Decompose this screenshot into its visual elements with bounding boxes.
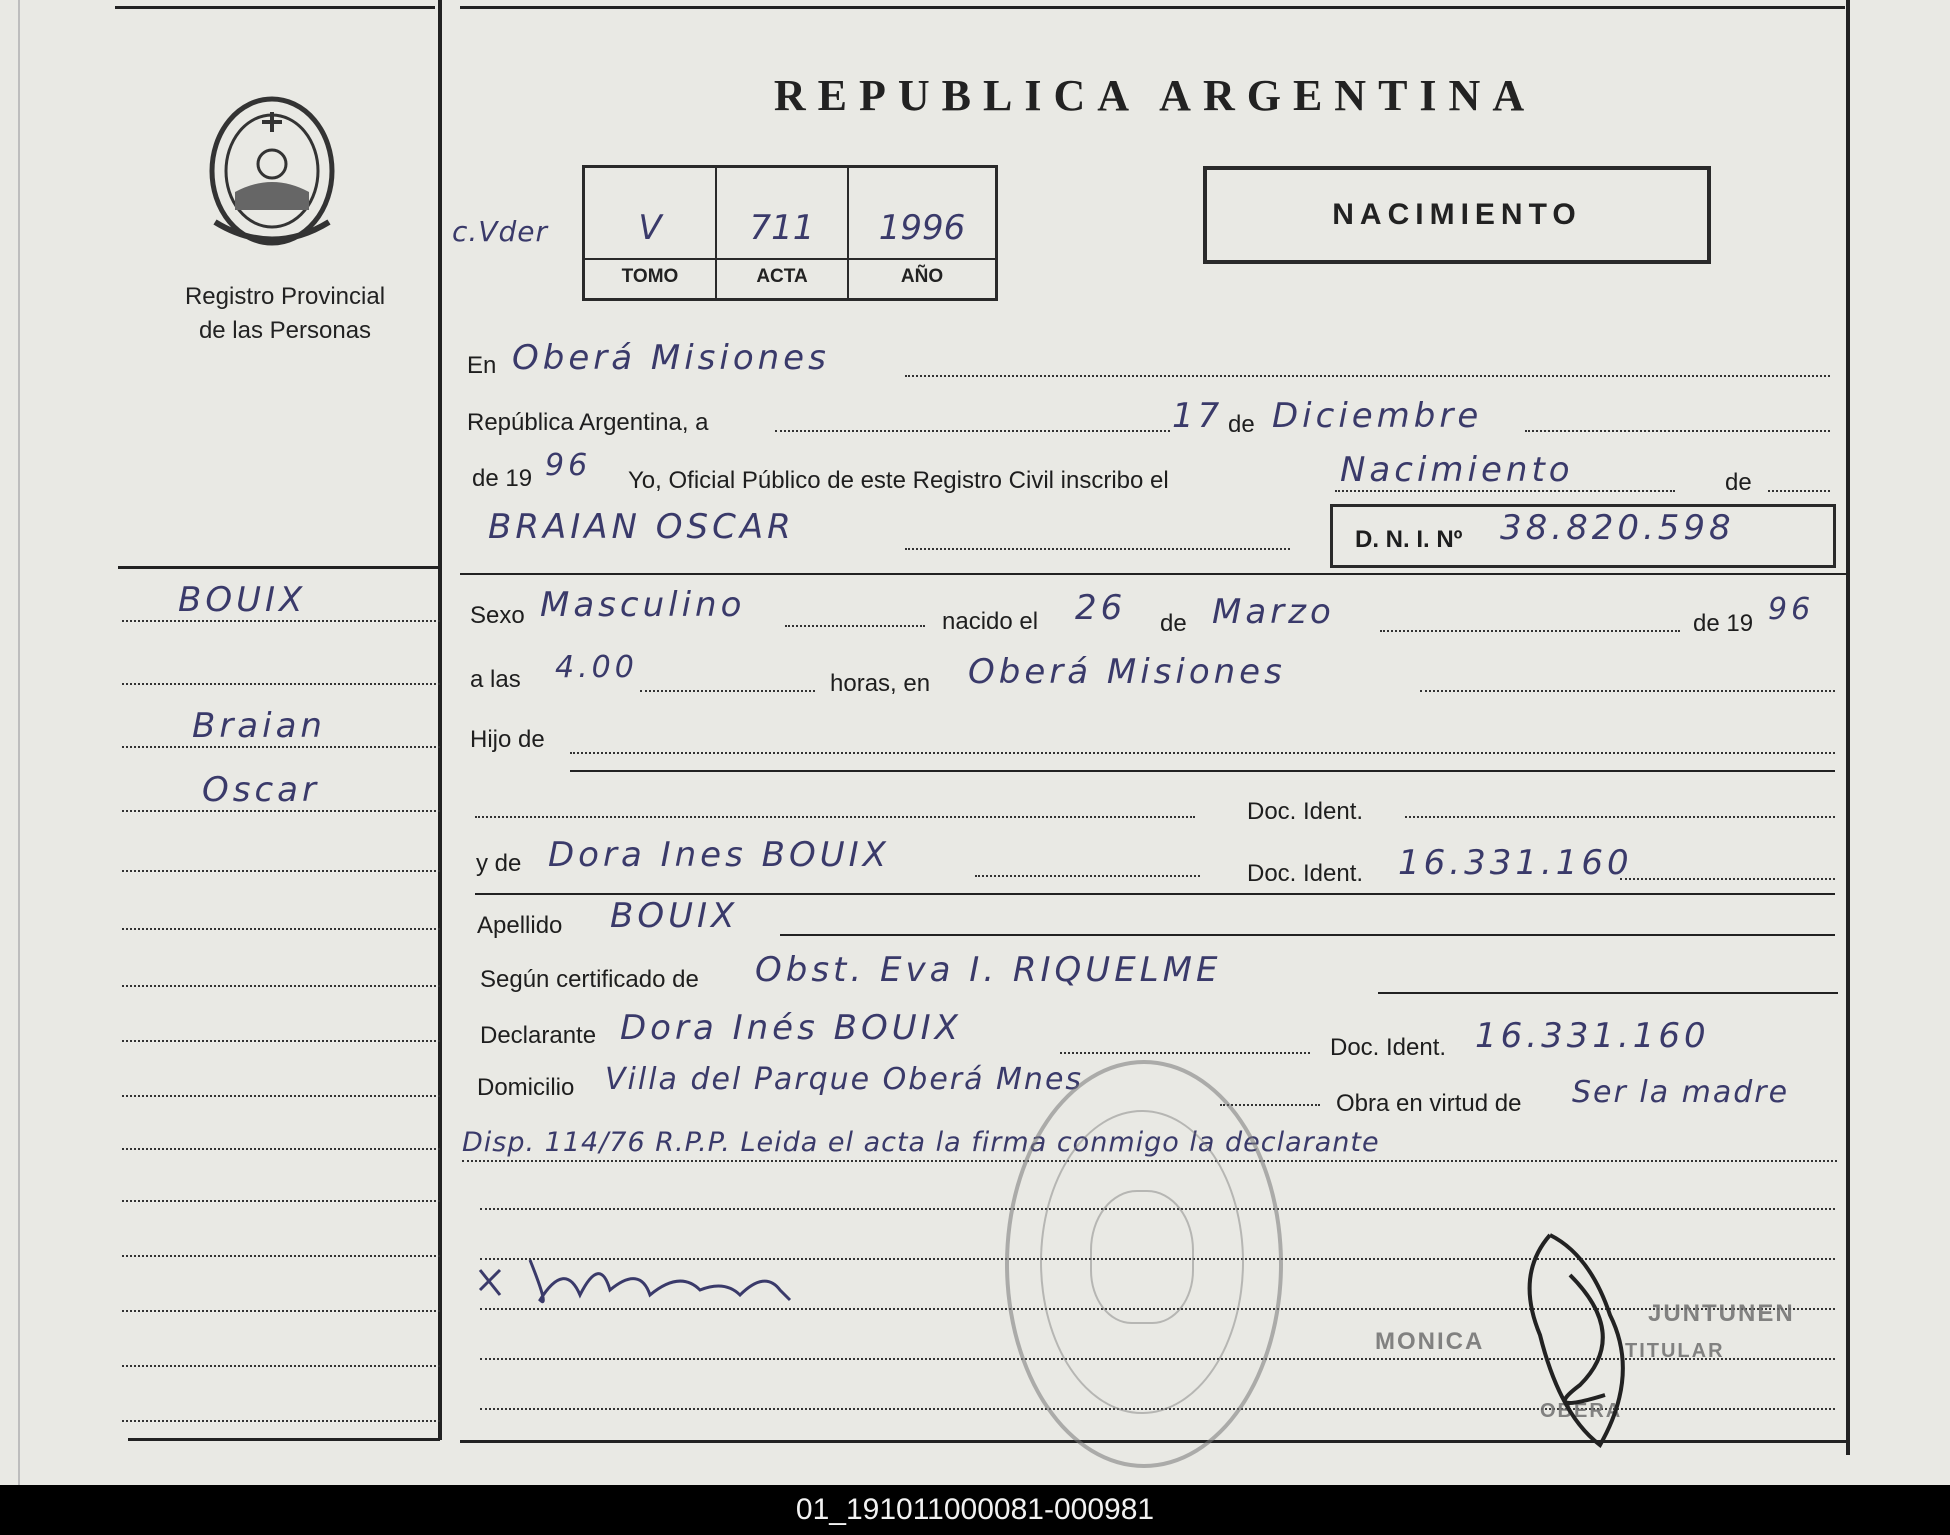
official-seal-surname: JUNTUNEN — [1648, 1300, 1795, 1327]
margin-bottom-rule — [128, 1438, 440, 1441]
tomo-value: V — [638, 208, 662, 248]
yde-label: y de — [476, 850, 522, 877]
right-border-line — [1846, 0, 1850, 1455]
year-suffix-value: 96 — [545, 448, 592, 483]
month-value: Diciembre — [1272, 396, 1483, 436]
child-name-value: BRAIAN OSCAR — [488, 507, 795, 547]
misiones-shield-icon — [205, 92, 340, 250]
stamp-portrait-icon — [1090, 1190, 1194, 1324]
alas-label: a las — [470, 666, 521, 693]
official-statement: Yo, Oficial Público de este Registro Civil inscribo el — [628, 467, 1169, 494]
declarant-doc-value: 16.331.160 — [1475, 1016, 1710, 1056]
official-signature — [1510, 1215, 1650, 1455]
mother-doc-value: 16.331.160 — [1398, 843, 1633, 883]
mother-name-value: Dora Ines BOUIX — [548, 835, 890, 875]
official-seal-city: OBERA — [1540, 1400, 1623, 1422]
en-label: En — [467, 352, 497, 379]
certificate-issuer-value: Obst. Eva I. RIQUELME — [755, 950, 1222, 990]
dni-value: 38.820.598 — [1500, 508, 1735, 548]
margin-column-divider — [438, 0, 442, 1440]
hijo-label: Hijo de — [470, 726, 545, 753]
day-value: 17 — [1172, 396, 1224, 436]
registry-name — [140, 280, 430, 348]
declarant-name-value: Dora Inés BOUIX — [620, 1008, 962, 1048]
birth-day-value: 26 — [1075, 588, 1127, 628]
birth-month-value: Marzo — [1212, 592, 1335, 632]
official-signature-scribble-icon — [1510, 1215, 1650, 1455]
surname-value: BOUIX — [610, 896, 739, 936]
margin-header-rule — [118, 566, 440, 569]
signature-scribble-icon — [470, 1240, 870, 1320]
registry-line-2: de las Personas — [198, 317, 372, 344]
de-label-1: de — [1228, 411, 1255, 438]
birth-place-value: Oberá Misiones — [968, 652, 1286, 692]
registry-line-1: Registro Provincial — [184, 283, 386, 310]
acta-value: 711 — [749, 208, 815, 248]
birth-year-prefix: de 19 — [1693, 610, 1754, 637]
declarant-signature — [470, 1240, 870, 1320]
de-label-3: de — [1160, 610, 1187, 637]
top-rule-right — [460, 6, 1845, 9]
republica-label: República Argentina, a — [467, 409, 709, 436]
official-seal-name: MONICA — [1375, 1328, 1485, 1355]
margin-first-name: Braian — [192, 706, 326, 746]
dni-label: D. N. I. Nº — [1355, 526, 1463, 553]
margin-second-name: Oscar — [202, 770, 320, 810]
declarante-label: Declarante — [480, 1022, 597, 1049]
doc-ident-label-1: Doc. Ident. — [1247, 798, 1364, 825]
ano-value: 1996 — [878, 208, 966, 248]
birth-year-suffix: 96 — [1768, 592, 1815, 627]
obra-value: Ser la madre — [1572, 1075, 1790, 1110]
top-rule-left — [115, 6, 435, 9]
place-value: Oberá Misiones — [512, 338, 830, 378]
domicilio-label: Domicilio — [477, 1074, 575, 1101]
record-table — [582, 165, 998, 301]
note-value: Disp. 114/76 R.P.P. Leida el acta la firma conmigo la declarante — [462, 1127, 1380, 1158]
left-edge-line — [18, 0, 20, 1485]
document-type-box: NACIMIENTO — [1203, 166, 1711, 264]
document-title: REPUBLICA ARGENTINA — [773, 71, 1537, 120]
hour-value: 4.00 — [555, 650, 638, 685]
inscription-type-value: Nacimiento — [1340, 450, 1574, 490]
sexo-value: Masculino — [540, 585, 746, 625]
nacido-label: nacido el — [942, 608, 1039, 635]
acta-label: ACTA — [756, 266, 808, 287]
sexo-label: Sexo — [470, 602, 525, 629]
official-seal-title: TITULAR — [1625, 1340, 1725, 1362]
ano-label: AÑO — [900, 266, 944, 287]
provincial-emblem — [205, 92, 340, 250]
doc-ident-label-3: Doc. Ident. — [1330, 1034, 1447, 1061]
year-prefix-label: de 19 — [472, 465, 533, 492]
margin-surname: BOUIX — [178, 580, 307, 620]
address-value: Villa del Parque Oberá Mnes — [605, 1062, 1084, 1097]
horas-label: horas, en — [830, 670, 931, 697]
doc-ident-label-2: Doc. Ident. — [1247, 860, 1364, 887]
de-label-2: de — [1725, 469, 1752, 496]
obra-label: Obra en virtud de — [1336, 1090, 1522, 1117]
record-prefix: c.Vder — [452, 215, 548, 248]
image-id-footer: 01_191011000081-000981 — [0, 1485, 1950, 1535]
tomo-label: TOMO — [621, 266, 679, 287]
segun-label: Según certificado de — [480, 966, 699, 993]
apellido-label: Apellido — [477, 912, 563, 939]
